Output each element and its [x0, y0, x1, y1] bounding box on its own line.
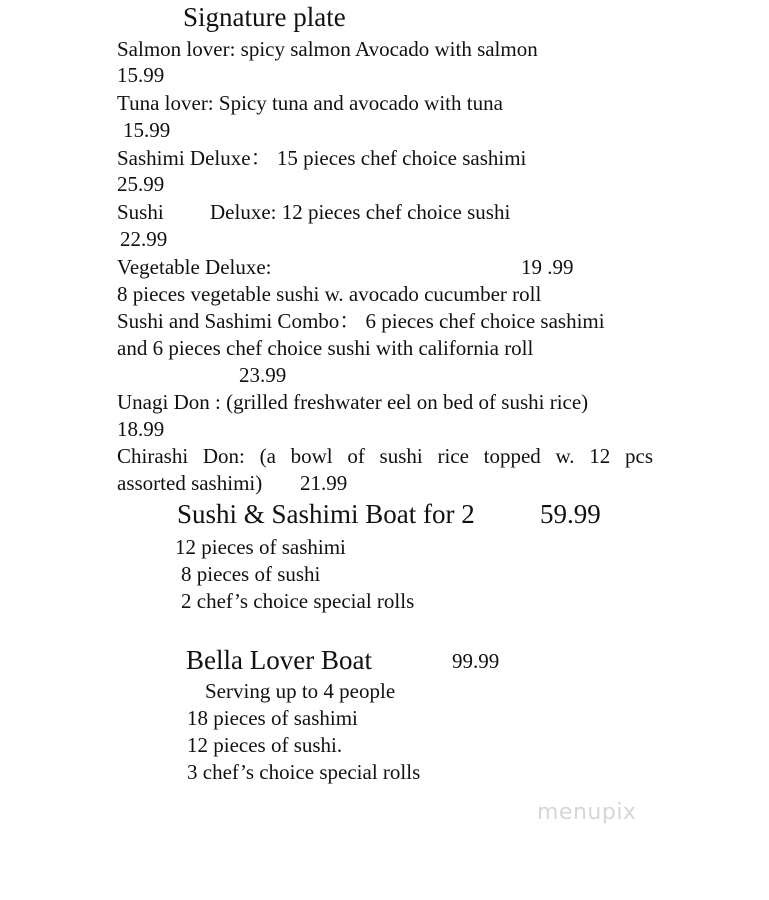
item-chirashi-don-desc-line2: assorted sashimi): [117, 471, 263, 495]
item-sashimi-deluxe-price: 25.99: [117, 172, 165, 196]
boat1-price: 59.99: [540, 499, 601, 529]
boat2-subtitle: Serving up to 4 people: [205, 679, 396, 703]
item-combo-price: 23.99: [239, 363, 287, 387]
boat2-title: Bella Lover Boat: [186, 645, 372, 675]
item-sushi-deluxe-price: 22.99: [120, 227, 168, 251]
item-sushi-deluxe-name: Sushi: [117, 200, 164, 224]
boat1-line-rolls: 2 chef’s choice special rolls: [181, 589, 415, 613]
item-tuna-lover-desc: Tuna lover: Spicy tuna and avocado with tuna: [117, 91, 503, 115]
boat1-line-sashimi: 12 pieces of sashimi: [175, 535, 346, 559]
boat1-line-sushi: 8 pieces of sushi: [181, 562, 321, 586]
item-chirashi-don-desc-text: Chirashi Don: (a bowl of sushi rice topped w. 12 pcs: [117, 444, 653, 468]
item-unagi-don-price: 18.99: [117, 417, 165, 441]
boat2-line-sushi: 12 pieces of sushi.: [187, 733, 343, 757]
boat2-line-sashimi: 18 pieces of sashimi: [187, 706, 358, 730]
boat2-price: 99.99: [452, 649, 500, 673]
item-sashimi-deluxe-desc: Sashimi Deluxe： 15 pieces chef choice sashimi: [117, 146, 527, 170]
boat2-line-rolls: 3 chef’s choice special rolls: [187, 760, 421, 784]
item-chirashi-don-desc-line1: [117, 444, 653, 468]
item-salmon-lover-price: 15.99: [117, 63, 165, 87]
item-sushi-deluxe-desc: Deluxe: 12 pieces chef choice sushi: [210, 200, 511, 224]
item-combo-desc-line2: and 6 pieces chef choice sushi with california roll: [117, 336, 534, 360]
item-salmon-lover-desc: Salmon lover: spicy salmon Avocado with salmon: [117, 37, 538, 61]
item-combo-desc-line1: Sushi and Sashimi Combo： 6 pieces chef choice sashimi: [117, 309, 605, 333]
section-title: Signature plate: [183, 2, 346, 32]
boat1-title: Sushi & Sashimi Boat for 2: [177, 499, 475, 529]
item-vegetable-deluxe-name: Vegetable Deluxe:: [117, 255, 272, 279]
item-chirashi-don-price: 21.99: [300, 471, 348, 495]
watermark-logo: menupix: [537, 800, 637, 825]
item-vegetable-deluxe-price: 19 .99: [521, 255, 574, 279]
item-tuna-lover-price: 15.99: [123, 118, 171, 142]
item-unagi-don-desc: Unagi Don : (grilled freshwater eel on bed of sushi rice): [117, 390, 589, 414]
item-vegetable-deluxe-desc: 8 pieces vegetable sushi w. avocado cucumber roll: [117, 282, 542, 306]
